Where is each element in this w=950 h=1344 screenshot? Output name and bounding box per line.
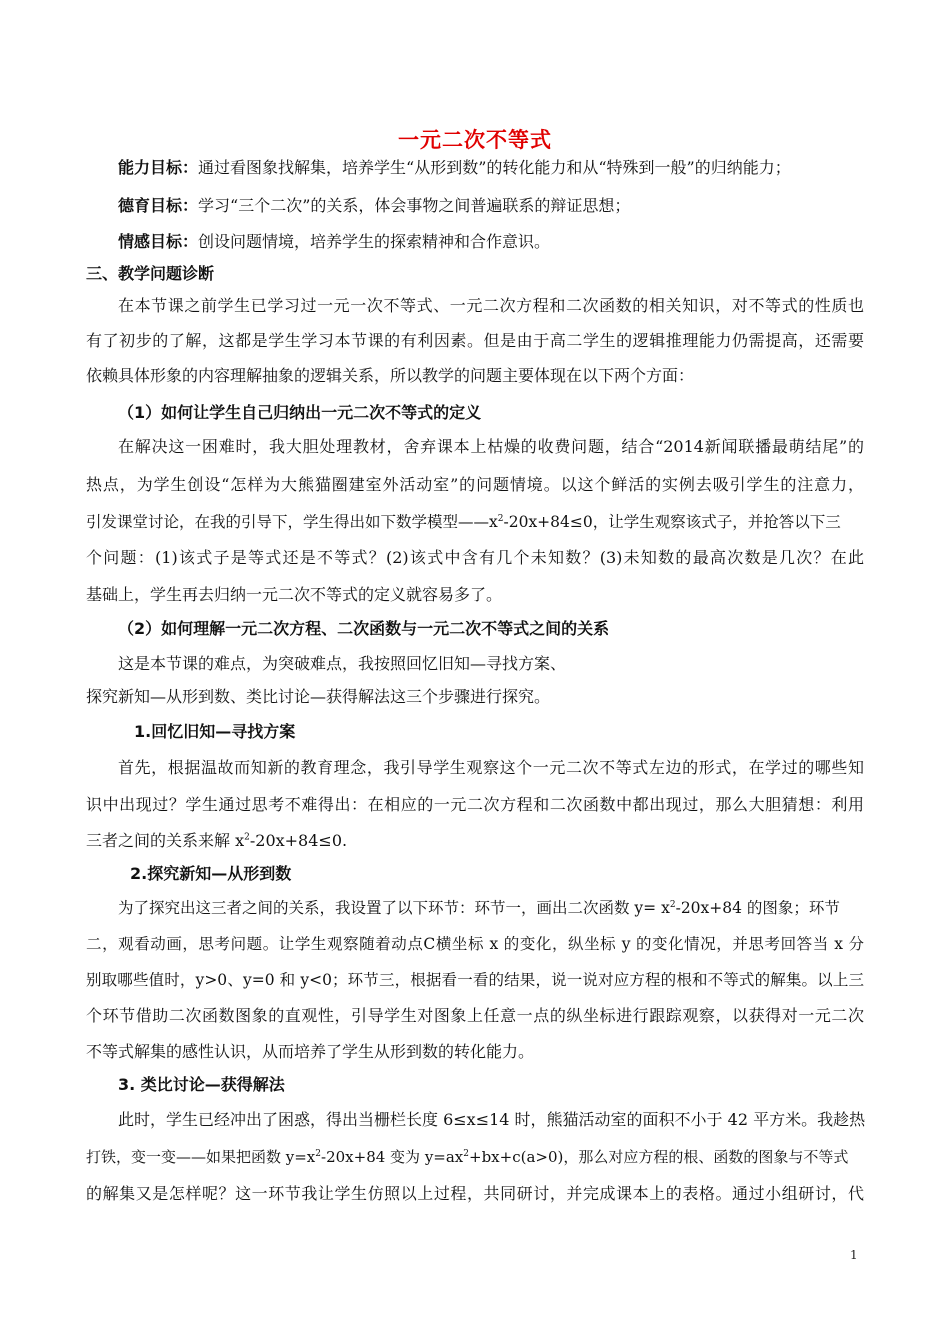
text-segment: 为了探究出这三者之间的关系，我设置了以下环节：环节一，画出二次函数 y= x xyxy=(118,899,670,917)
objective-text: 通过看图象找解集，培养学生“从形到数”的转化能力和从“特殊到一般”的归纳能力； xyxy=(198,158,791,177)
text-segment: -20x+84≤0，让学生观察该式子，并抢答以下三 xyxy=(503,513,841,531)
paragraph-line: 基础上，学生再去归纳一元二次不等式的定义就容易多了。 xyxy=(86,585,503,604)
objective-ability xyxy=(118,158,791,178)
superscript: 2 xyxy=(315,1149,322,1159)
subheading-step3: 3. 类比讨论—获得解法 xyxy=(118,1075,285,1094)
objective-text: 学习“三个二次”的关系，体会事物之间普遍联系的辩证思想； xyxy=(198,196,631,215)
text-segment: -20x+84≤0. xyxy=(249,831,348,850)
paragraph-line: 有了初步的了解，这都是学生学习本节课的有利因素。但是由于高二学生的逻辑推理能力仍需提高，还需要 xyxy=(86,331,864,350)
text-segment: +bx+c(a>0)，那么对应方程的根、函数的图象与不等式 xyxy=(469,1148,849,1166)
objective-label: 德育目标： xyxy=(118,196,199,215)
text-segment: -20x+84 变为 y=ax xyxy=(321,1148,464,1166)
text-segment: 打铁，变一变——如果把函数 y=x xyxy=(86,1148,316,1166)
section-heading: 三、教学问题诊断 xyxy=(86,264,215,283)
subheading-q1: （1）如何让学生自己归纳出一元二次不等式的定义 xyxy=(118,403,482,422)
paragraph-line: 个问题：(1)该式子是等式还是不等式？(2)该式中含有几个未知数？(3)未知数的最高次数是几次？在此 xyxy=(86,548,864,567)
objective-moral xyxy=(118,196,630,216)
text-segment: 引发课堂讨论，在我的引导下，学生得出如下数学模型——x xyxy=(86,513,498,531)
subheading-step2: 2.探究新知—从形到数 xyxy=(130,864,292,883)
subheading-step1: 1.回忆旧知—寻找方案 xyxy=(134,722,296,741)
paragraph-line: 二，观看动画，思考问题。让学生观察随着动点C横坐标 x 的变化，纵坐标 y 的变化情况，并思考回答当 x 分 xyxy=(86,935,864,953)
paragraph-line: 个环节借助二次函数图象的直观性，引导学生对图象上任意一点的纵坐标进行跟踪观察，以获得对一元二次 xyxy=(86,1006,864,1025)
paragraph-line: 不等式解集的感性认识，从而培养了学生从形到数的转化能力。 xyxy=(86,1042,535,1061)
paragraph-line: 在解决这一困难时，我大胆处理教材，舍弃课本上枯燥的收费问题，结合“2014新闻联播最萌结尾”的 xyxy=(118,437,864,456)
page-number: 1 xyxy=(850,1248,858,1262)
objective-label: 能力目标： xyxy=(118,158,199,177)
paragraph-line xyxy=(86,512,841,532)
paragraph-line: 此时，学生已经冲出了困惑，得出当栅栏长度 6≤x≤14 时，熊猫活动室的面积不小于 42 平方米。我趁热 xyxy=(118,1110,866,1129)
subheading-q2: （2）如何理解一元二次方程、二次函数与一元二次不等式之间的关系 xyxy=(118,619,610,638)
paragraph-line xyxy=(86,831,347,851)
superscript: 2 xyxy=(497,513,504,524)
paragraph-line: 依赖具体形象的内容理解抽象的逻辑关系，所以教学的问题主要体现在以下两个方面： xyxy=(86,366,695,385)
paragraph-line xyxy=(86,1147,848,1167)
text-segment: -20x+84 的图象；环节 xyxy=(675,899,840,917)
paragraph-line: 在本节课之前学生已学习过一元一次不等式、一元二次方程和二次函数的相关知识，对不等式的性质也 xyxy=(118,296,864,315)
paragraph-line: 首先，根据温故而知新的教育理念，我引导学生观察这个一元二次不等式左边的形式，在学过的哪些知 xyxy=(118,758,864,777)
paragraph-line: 的解集又是怎样呢？这一环节我让学生仿照以上过程，共同研讨，并完成课本上的表格。通过小组研讨，代 xyxy=(86,1184,864,1203)
document-title: 一元二次不等式 xyxy=(398,128,552,152)
superscript: 2 xyxy=(463,1149,470,1159)
paragraph-line: 这是本节课的难点，为突破难点，我按照回忆旧知—寻找方案、 xyxy=(118,654,567,673)
text-segment: 三者之间的关系来解 x xyxy=(86,831,245,850)
superscript: 2 xyxy=(244,832,250,843)
paragraph-line: 别取哪些值时，y>0、y=0 和 y<0；环节三，根据看一看的结果，说一说对应方程的根和不等式的解集。以上三 xyxy=(86,971,864,989)
paragraph-line: 热点，为学生创设“怎样为大熊猫圈建室外活动室”的问题情境。以这个鲜活的实例去吸引学生的注意力， xyxy=(86,475,864,494)
paragraph-line: 识中出现过？学生通过思考不难得出：在相应的一元二次方程和二次函数中都出现过，那么大胆猜想：利用 xyxy=(86,795,864,814)
superscript: 2 xyxy=(669,899,676,910)
paragraph-line xyxy=(118,898,840,918)
objective-text: 创设问题情境，培养学生的探索精神和合作意识。 xyxy=(198,232,551,251)
paragraph-line: 探究新知—从形到数、类比讨论—获得解法这三个步骤进行探究。 xyxy=(86,687,551,706)
objective-label: 情感目标： xyxy=(118,232,199,251)
objective-emotion xyxy=(118,232,550,252)
